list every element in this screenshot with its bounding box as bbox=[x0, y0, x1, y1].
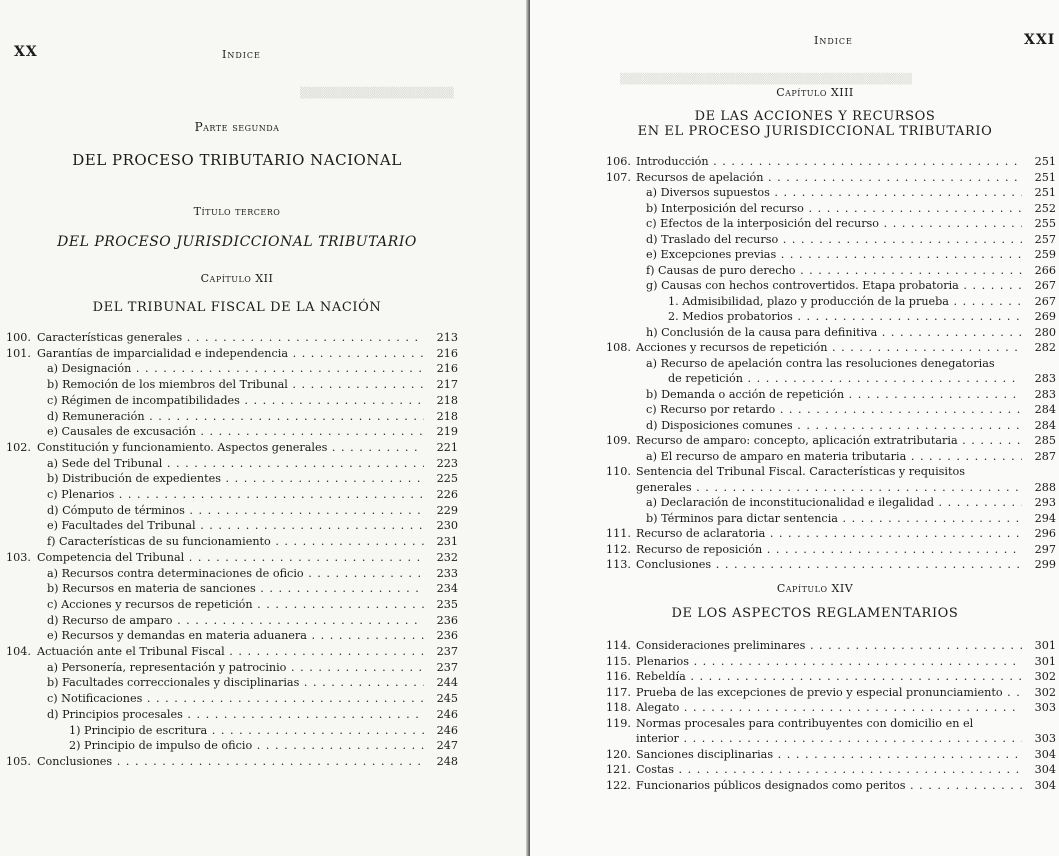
toc-entry-text: b) Distribución de expedientes . . . bbox=[47, 471, 424, 486]
toc-entry-text: Plenarios . . . bbox=[636, 654, 1022, 669]
toc-entry-text: c) Recurso por retardo . . . bbox=[646, 402, 1022, 417]
toc-section-number: 103. bbox=[6, 550, 31, 564]
toc-entry-text: a) Diversos supuestos . . . bbox=[646, 185, 1022, 200]
toc-page-number: 301 bbox=[1034, 639, 1056, 652]
toc-section-number: 101. bbox=[6, 346, 31, 360]
toc-row bbox=[6, 487, 458, 502]
toc-page-number: 247 bbox=[436, 739, 458, 753]
toc-page-number: 251 bbox=[1034, 155, 1056, 168]
bleed-through-text: ▒▒▒▒▒▒▒▒▒▒▒▒▒▒▒▒▒▒▒▒▒▒▒▒▒▒▒▒▒▒▒▒▒▒▒▒▒▒ bbox=[620, 74, 913, 85]
toc-row bbox=[6, 534, 458, 549]
toc-row bbox=[606, 495, 1056, 510]
toc-section-number: 115. bbox=[606, 654, 631, 668]
toc-row bbox=[606, 216, 1056, 231]
toc-page-number: 251 bbox=[1034, 186, 1056, 199]
toc-page-number: 280 bbox=[1034, 325, 1056, 339]
toc-row bbox=[606, 232, 1056, 247]
toc-entry-text: a) Recurso de apelación contra las resoluciones denegatorias bbox=[646, 356, 995, 370]
toc-entry-text: b) Demanda o acción de repetición . . . bbox=[646, 387, 1022, 402]
toc-section-number: 112. bbox=[606, 542, 631, 556]
toc-entry-text: a) Declaración de inconstitucionalidad e ilegalidad . . . bbox=[646, 495, 1022, 510]
toc-entry-text: f) Características de su funcionamiento . . . bbox=[47, 534, 424, 549]
toc-entry-text: Características generales . . . bbox=[37, 330, 424, 345]
toc-page-number: 302 bbox=[1034, 670, 1056, 683]
toc-entry-text: e) Causales de excusación . . . bbox=[47, 424, 424, 439]
toc-page-number: 301 bbox=[1034, 654, 1056, 668]
toc-page-number: 304 bbox=[1034, 747, 1056, 761]
toc-section-number: 109. bbox=[606, 434, 631, 447]
toc-row bbox=[6, 723, 458, 738]
toc-page-number: 246 bbox=[436, 707, 458, 721]
toc-page-number: 229 bbox=[436, 503, 458, 517]
toc-row bbox=[6, 566, 458, 581]
toc-page-number: 230 bbox=[436, 519, 458, 533]
toc-entry-text: Garantías de imparcialidad e independencia . . . bbox=[37, 346, 424, 361]
toc-entry-text: c) Acciones y recursos de repetición . . . bbox=[47, 597, 424, 612]
toc-section-number: 104. bbox=[6, 645, 31, 658]
toc-entry-text: d) Remuneración . . . bbox=[47, 409, 424, 424]
toc-entry-text: 1. Admisibilidad, plazo y producción de la prueba . . . bbox=[668, 294, 1022, 309]
toc-entry-text: d) Cómputo de términos . . . bbox=[47, 503, 424, 518]
toc-page-number: 297 bbox=[1034, 542, 1056, 556]
toc-section-number: 119. bbox=[606, 716, 631, 730]
toc-page-number: 294 bbox=[1034, 511, 1056, 525]
toc-section-number: 100. bbox=[6, 331, 31, 344]
toc-page-number: 225 bbox=[436, 472, 458, 486]
toc-section-number: 105. bbox=[6, 754, 31, 768]
toc-row bbox=[6, 471, 458, 486]
toc-section-number: 111. bbox=[606, 527, 631, 540]
toc-page-number: 223 bbox=[436, 456, 458, 470]
part-title: DEL PROCESO TRIBUTARIO NACIONAL bbox=[72, 151, 402, 169]
toc-row bbox=[606, 294, 1056, 309]
toc-entry-text: Acciones y recursos de repetición . . . bbox=[636, 340, 1022, 355]
toc-row bbox=[6, 518, 458, 533]
toc-page-number: 304 bbox=[1034, 778, 1056, 792]
toc-page-number: 234 bbox=[436, 582, 458, 596]
toc-row bbox=[606, 464, 1056, 479]
toc-entry-text: Recursos de apelación . . . bbox=[636, 170, 1022, 185]
toc-entry-text: d) Recurso de amparo . . . bbox=[47, 613, 424, 628]
toc-page-number: 282 bbox=[1034, 341, 1056, 354]
toc-page-number: 267 bbox=[1034, 294, 1056, 308]
toc-entry-text: d) Traslado del recurso . . . bbox=[646, 232, 1022, 247]
toc-row bbox=[606, 762, 1056, 777]
toc-row bbox=[6, 675, 458, 690]
toc-row bbox=[606, 449, 1056, 464]
toc-row bbox=[606, 638, 1056, 653]
toc-row bbox=[606, 731, 1056, 746]
toc-page-number: 287 bbox=[1034, 449, 1056, 463]
toc-entry-text: a) Designación . . . bbox=[47, 361, 424, 376]
toc-page-number: 252 bbox=[1034, 201, 1056, 215]
toc-page-number: 283 bbox=[1034, 387, 1056, 401]
toc-entry-text: e) Facultades del Tribunal . . . bbox=[47, 518, 424, 533]
toc-section-number: 118. bbox=[606, 701, 631, 714]
left-folio: XX bbox=[14, 44, 38, 60]
toc-entry-text: a) Sede del Tribunal . . . bbox=[47, 456, 424, 471]
toc-entry-text: Sanciones disciplinarias . . . bbox=[636, 747, 1022, 762]
toc-entry-text: a) Personería, representación y patrocinio . . . bbox=[47, 660, 424, 675]
title-name: DEL PROCESO JURISDICCIONAL TRIBUTARIO bbox=[57, 234, 417, 250]
toc-entry-text: Alegato . . . bbox=[636, 700, 1022, 715]
toc-page-number: 236 bbox=[436, 613, 458, 627]
toc-page-number: 221 bbox=[436, 440, 458, 454]
toc-row bbox=[6, 409, 458, 424]
toc-entry-text: b) Facultades correccionales y disciplinarias . . . bbox=[47, 675, 424, 690]
toc-entry-text: Funcionarios públicos designados como peritos . . . bbox=[636, 778, 1022, 793]
toc-page-number: 302 bbox=[1034, 685, 1056, 699]
toc-section-number: 107. bbox=[606, 170, 631, 184]
toc-page-number: 303 bbox=[1034, 701, 1056, 714]
toc-section-number: 110. bbox=[606, 465, 631, 478]
toc-entry-text: d) Principios procesales . . . bbox=[47, 707, 424, 722]
toc-entry-text: e) Recursos y demandas en materia aduanera . . . bbox=[47, 628, 424, 643]
right-running-head: Indice bbox=[814, 34, 853, 47]
toc-row bbox=[606, 557, 1056, 572]
toc-page-number: 284 bbox=[1034, 403, 1056, 416]
toc-row bbox=[6, 597, 458, 612]
toc-entry-text: b) Recursos en materia de sanciones . . . bbox=[47, 581, 424, 596]
toc-page-number: 293 bbox=[1034, 496, 1056, 509]
toc-section-number: 122. bbox=[606, 778, 631, 792]
toc-section-number: 113. bbox=[606, 558, 631, 571]
toc-section-number: 116. bbox=[606, 670, 631, 683]
toc-row bbox=[6, 424, 458, 439]
toc-entry-text: g) Causas con hechos controvertidos. Etapa probatoria . . . bbox=[646, 278, 1022, 293]
right-folio: XXI bbox=[1024, 32, 1056, 48]
toc-row bbox=[606, 185, 1056, 200]
toc-row bbox=[606, 700, 1056, 715]
toc-page-number: 269 bbox=[1034, 310, 1056, 323]
toc-row bbox=[6, 738, 458, 753]
toc-section-number: 121. bbox=[606, 763, 631, 776]
toc-row bbox=[606, 526, 1056, 541]
toc-section-number: 102. bbox=[6, 440, 31, 454]
toc-entry-text: Competencia del Tribunal . . . bbox=[37, 550, 424, 565]
toc-page-number: 237 bbox=[436, 660, 458, 674]
toc-row bbox=[606, 387, 1056, 402]
toc-row bbox=[606, 170, 1056, 185]
toc-entry-text: Constitución y funcionamiento. Aspectos generales . . . bbox=[37, 440, 424, 455]
chapter-label: Capítulo XII bbox=[200, 272, 274, 285]
toc-entry-text: 2) Principio de impulso de oficio . . . bbox=[69, 738, 424, 753]
toc-row bbox=[6, 707, 458, 722]
toc-entry-text: de repetición . . . bbox=[668, 371, 1022, 386]
toc-page-number: 245 bbox=[436, 692, 458, 706]
toc-row bbox=[606, 402, 1056, 417]
toc-entry-text: Conclusiones . . . bbox=[37, 754, 424, 769]
toc-row bbox=[606, 418, 1056, 433]
toc-entry-text: e) Excepciones previas . . . bbox=[646, 247, 1022, 262]
toc-page-number: 267 bbox=[1034, 279, 1056, 292]
toc-entry-text: interior . . . bbox=[636, 731, 1022, 746]
toc-row bbox=[6, 330, 458, 345]
toc-page-number: 246 bbox=[436, 723, 458, 737]
toc-row bbox=[606, 433, 1056, 448]
toc-row bbox=[606, 778, 1056, 793]
toc-page-number: 285 bbox=[1034, 434, 1056, 447]
toc-row bbox=[606, 325, 1056, 340]
toc-page-number: 303 bbox=[1034, 732, 1056, 745]
chapter14-label: Capítulo XIV bbox=[776, 582, 854, 595]
toc-page-number: 255 bbox=[1034, 217, 1056, 230]
toc-row bbox=[606, 263, 1056, 278]
toc-page-number: 283 bbox=[1034, 372, 1056, 385]
toc-entry-text: Costas . . . bbox=[636, 762, 1022, 777]
toc-row bbox=[606, 309, 1056, 324]
toc-row bbox=[606, 356, 1056, 371]
toc-row bbox=[606, 747, 1056, 762]
toc-row bbox=[6, 503, 458, 518]
toc-page-number: 259 bbox=[1034, 248, 1056, 261]
toc-row bbox=[6, 346, 458, 361]
toc-row bbox=[6, 377, 458, 392]
toc-row bbox=[6, 628, 458, 643]
toc-row bbox=[6, 440, 458, 455]
toc-page-number: 237 bbox=[436, 645, 458, 658]
toc-entry-text: Recurso de reposición . . . bbox=[636, 542, 1022, 557]
toc-row bbox=[606, 480, 1056, 495]
toc-section-number: 114. bbox=[606, 639, 631, 652]
toc-entry-text: Recurso de amparo: concepto, aplicación extratributaria . . . bbox=[636, 433, 1022, 448]
toc-page-number: 213 bbox=[436, 331, 458, 344]
toc-page-number: 236 bbox=[436, 629, 458, 643]
chapter13-title-line1: DE LAS ACCIONES Y RECURSOS bbox=[694, 109, 936, 124]
toc-row bbox=[606, 511, 1056, 526]
toc-page-number: 296 bbox=[1034, 527, 1056, 540]
toc-row bbox=[606, 685, 1056, 700]
toc-row bbox=[606, 542, 1056, 557]
chapter-title: DEL TRIBUNAL FISCAL DE LA NACIÓN bbox=[92, 300, 382, 315]
toc-entry-text: Conclusiones . . . bbox=[636, 557, 1022, 572]
toc-page-number: 226 bbox=[436, 488, 458, 501]
chapter13-title-line2: EN EL PROCESO JURISDICCIONAL TRIBUTARIO bbox=[637, 124, 993, 139]
toc-entry-text: b) Términos para dictar sentencia . . . bbox=[646, 511, 1022, 526]
toc-entry-text: c) Plenarios . . . bbox=[47, 487, 424, 502]
toc-entry-text: Introducción . . . bbox=[636, 154, 1022, 169]
toc-row bbox=[606, 669, 1056, 684]
toc-row bbox=[6, 691, 458, 706]
toc-entry-text: c) Efectos de la interposición del recurso . . . bbox=[646, 216, 1022, 231]
toc-entry-text: generales . . . bbox=[636, 480, 1022, 495]
toc-section-number: 106. bbox=[606, 155, 631, 168]
chapter13-label: Capítulo XIII bbox=[776, 86, 854, 99]
toc-entry-text: d) Disposiciones comunes . . . bbox=[646, 418, 1022, 433]
toc-row bbox=[6, 644, 458, 659]
toc-row bbox=[606, 247, 1056, 262]
toc-page-number: 257 bbox=[1034, 232, 1056, 246]
title-label: Título tercero bbox=[193, 205, 281, 218]
toc-page-number: 266 bbox=[1034, 263, 1056, 277]
chapter14-title: DE LOS ASPECTOS REGLAMENTARIOS bbox=[671, 606, 959, 621]
toc-row bbox=[606, 154, 1056, 169]
bleed-through-text: ▒▒▒▒▒▒▒▒▒▒▒▒▒▒▒▒▒▒▒▒ bbox=[300, 88, 454, 99]
toc-row bbox=[6, 361, 458, 376]
toc-entry-text: Normas procesales para contribuyentes con domicilio en el bbox=[636, 716, 974, 730]
toc-entry-text: b) Remoción de los miembros del Tribunal . . . bbox=[47, 377, 424, 392]
toc-entry-text: b) Interposición del recurso . . . bbox=[646, 201, 1022, 216]
toc-entry-text: Prueba de las excepciones de previo y especial pronunciamiento . . . bbox=[636, 685, 1022, 700]
toc-page-number: 251 bbox=[1034, 170, 1056, 184]
toc-row bbox=[6, 456, 458, 471]
toc-entry-text: c) Notificaciones . . . bbox=[47, 691, 424, 706]
toc-page-number: 235 bbox=[436, 597, 458, 611]
left-running-head: Indice bbox=[222, 48, 261, 61]
toc-page-number: 218 bbox=[436, 409, 458, 423]
toc-entry-text: Consideraciones preliminares . . . bbox=[636, 638, 1022, 653]
toc-entry-text: h) Conclusión de la causa para definitiva . . . bbox=[646, 325, 1022, 340]
toc-row bbox=[6, 393, 458, 408]
toc-page-number: 217 bbox=[436, 378, 458, 392]
toc-page-number: 233 bbox=[436, 566, 458, 580]
toc-entry-text: Recurso de aclaratoria . . . bbox=[636, 526, 1022, 541]
toc-entry-text: a) El recurso de amparo en materia tributaria . . . bbox=[646, 449, 1022, 464]
toc-page-number: 304 bbox=[1034, 763, 1056, 776]
toc-entry-text: f) Causas de puro derecho . . . bbox=[646, 263, 1022, 278]
toc-row bbox=[6, 581, 458, 596]
toc-row bbox=[606, 201, 1056, 216]
toc-section-number: 120. bbox=[606, 747, 631, 761]
toc-entry-text: Actuación ante el Tribunal Fiscal . . . bbox=[37, 644, 424, 659]
toc-entry-text: a) Recursos contra determinaciones de oficio . . . bbox=[47, 566, 424, 581]
toc-page-number: 284 bbox=[1034, 418, 1056, 432]
toc-page-number: 231 bbox=[436, 535, 458, 549]
toc-section-number: 117. bbox=[606, 685, 631, 699]
toc-row bbox=[606, 716, 1056, 731]
toc-row bbox=[6, 754, 458, 769]
toc-row bbox=[6, 613, 458, 628]
toc-row bbox=[606, 278, 1056, 293]
toc-page-number: 244 bbox=[436, 676, 458, 690]
toc-page-number: 232 bbox=[436, 550, 458, 564]
toc-page-number: 248 bbox=[436, 754, 458, 768]
toc-page-number: 216 bbox=[436, 362, 458, 376]
toc-page-number: 218 bbox=[436, 393, 458, 407]
toc-page-number: 299 bbox=[1034, 558, 1056, 571]
toc-entry-text: c) Régimen de incompatibilidades . . . bbox=[47, 393, 424, 408]
toc-section-number: 108. bbox=[606, 341, 631, 354]
toc-page-number: 216 bbox=[436, 346, 458, 360]
toc-entry-text: 2. Medios probatorios . . . bbox=[668, 309, 1022, 324]
toc-entry-text: Rebeldía . . . bbox=[636, 669, 1022, 684]
toc-entry-text: Sentencia del Tribunal Fiscal. Características y requisitos bbox=[636, 465, 965, 478]
toc-row bbox=[6, 550, 458, 565]
part-label: Parte segunda bbox=[194, 120, 280, 134]
toc-row bbox=[606, 371, 1056, 386]
toc-entry-text: 1) Principio de escritura . . . bbox=[69, 723, 424, 738]
toc-row bbox=[6, 660, 458, 675]
toc-row bbox=[606, 654, 1056, 669]
toc-page-number: 219 bbox=[436, 425, 458, 439]
toc-page-number: 288 bbox=[1034, 480, 1056, 494]
right-page bbox=[530, 0, 1059, 856]
toc-row bbox=[606, 340, 1056, 355]
